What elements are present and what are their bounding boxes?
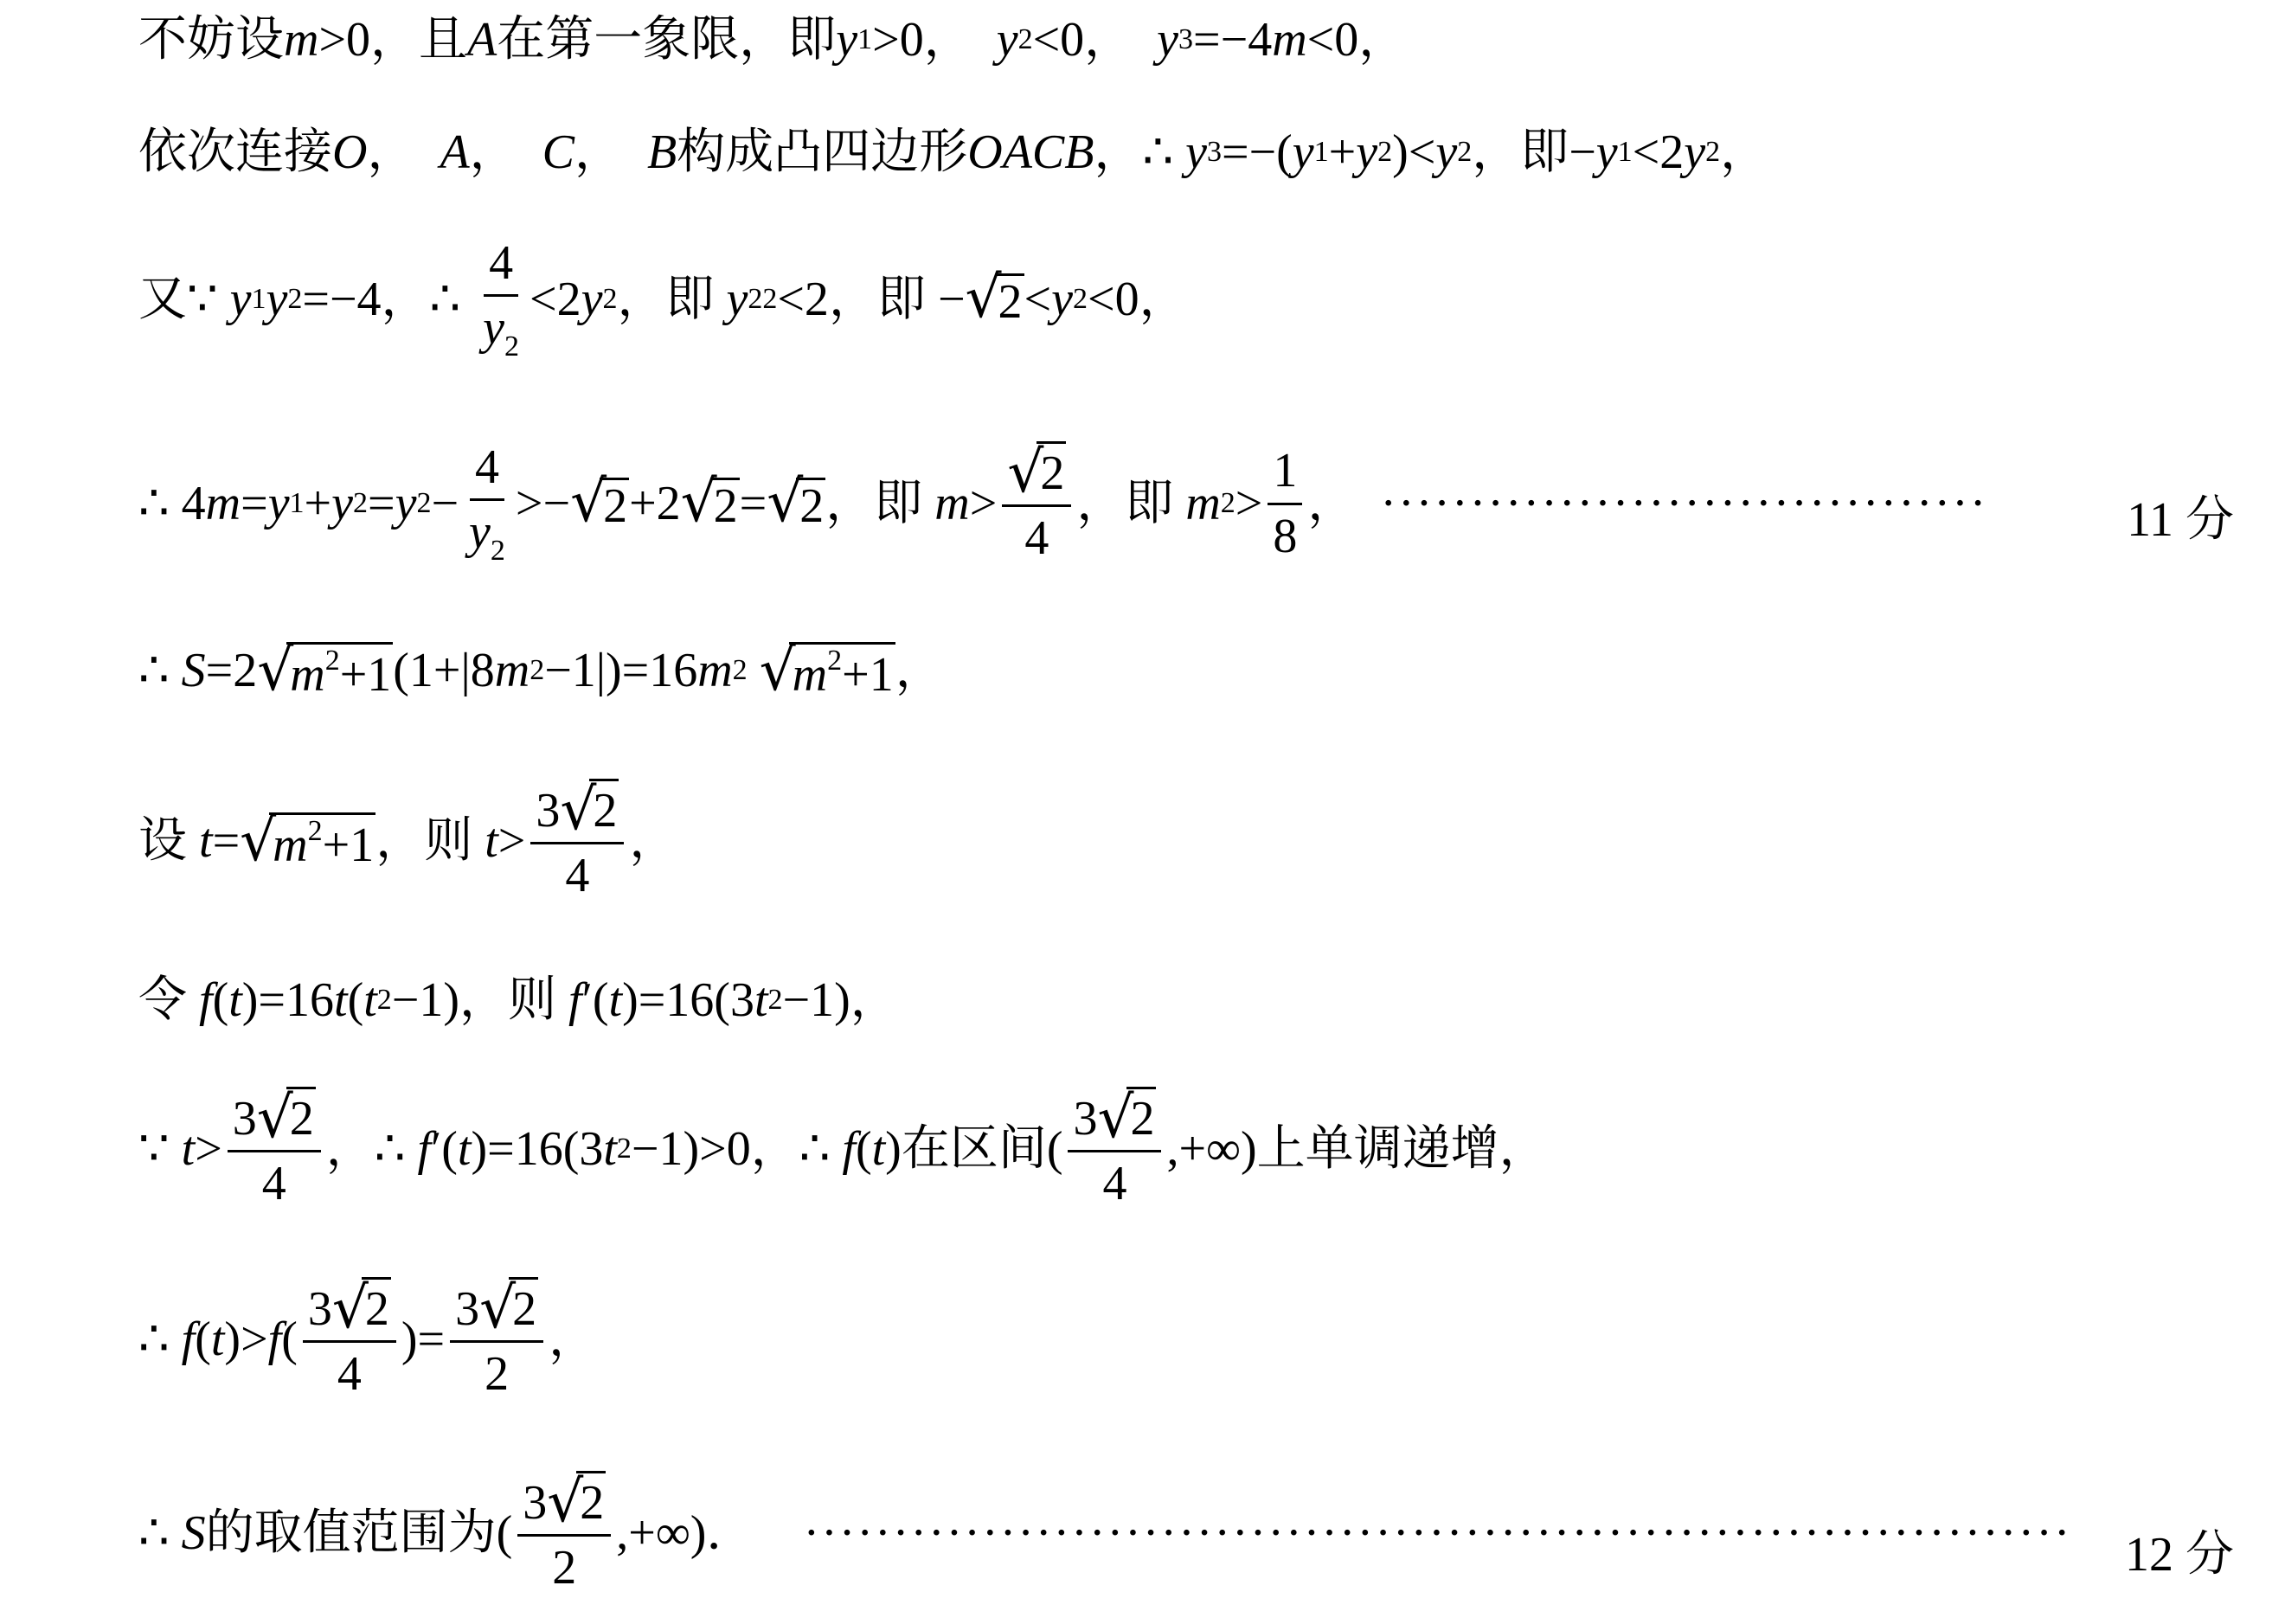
text: ，∴ bbox=[325, 1120, 406, 1178]
text: ， bbox=[850, 972, 899, 1028]
text: ， bbox=[1307, 475, 1357, 532]
text: ∵ bbox=[138, 1120, 170, 1178]
text: ，∴ bbox=[381, 271, 461, 328]
text: 不妨设 bbox=[138, 11, 284, 67]
text: ， bbox=[1139, 271, 1188, 328]
solution-line-3: 又∵ y 1 y 2 =−4 ，∴ $\frac{4}{y_2}$ <2 y 2 ，即 y 2 2 <2 ，即 − √ 2 < y 2 <0 ， bbox=[138, 236, 1188, 363]
text: ，∴ bbox=[1094, 124, 1174, 180]
text: 依次连接 bbox=[138, 124, 332, 180]
text: ， bbox=[1084, 11, 1133, 67]
text: 令 bbox=[138, 972, 187, 1028]
text: ， bbox=[469, 124, 518, 180]
text: ， bbox=[574, 124, 624, 180]
solution-line-10: ∴ S 的取值范围为 ( 3 √ 2 2 ,+∞) ． ······································································· bbox=[138, 1468, 2072, 1595]
solution-line-8: ∵ t > 3 √ 2 4 ，∴ f ′( t )=16(3 t 2 −1)>0 ，∴ f ( t ) 在区间 ( 3 √ 2 4 ,+∞) 上单调递增， bbox=[138, 1084, 1548, 1211]
text: ，即 bbox=[825, 475, 923, 532]
score-12: 12 分 bbox=[2125, 1528, 2234, 1582]
text: ∴ bbox=[138, 1505, 170, 1562]
solution-line-4: ∴ 4 m = y 1 + y 2 = y 2 − $\frac{4}{y_2}$ >− √ 2 +2 √ 2 = √ 2 ，即 m > √ 2 4 ，即 m 2 > $\frac{1}{8}$ ， ·································· bbox=[138, 439, 1988, 568]
score-11: 11 分 bbox=[2127, 493, 2234, 547]
text: ∴ bbox=[138, 475, 170, 532]
text: ，即 bbox=[1076, 475, 1174, 532]
leader-dots: ······································································· bbox=[803, 1506, 2072, 1561]
text: ∴ bbox=[138, 642, 170, 698]
text: ，即 bbox=[828, 271, 926, 328]
text: ， bbox=[923, 11, 972, 67]
text: 构成凸四边形 bbox=[677, 124, 968, 180]
text: 的取值范围为 bbox=[205, 1505, 497, 1562]
text: ，则 bbox=[375, 812, 473, 870]
text: ． bbox=[706, 1505, 755, 1562]
text: ， bbox=[1720, 124, 1769, 180]
text: ， bbox=[1358, 11, 1408, 67]
text: ，且 bbox=[370, 11, 468, 67]
text: ， bbox=[549, 1311, 598, 1368]
text: 又∵ bbox=[138, 271, 218, 328]
text: 在第一象限，即 bbox=[497, 11, 837, 67]
solution-line-1: 不妨设 m > 0 ，且 A 在第一象限，即 y 1 > 0 ， y 2 < 0 ， y 3 = −4 m < 0 ， bbox=[138, 11, 1408, 67]
solution-line-6: 设 t = √ $m^2+1$ ，则 t > 3 √ 2 4 ， bbox=[138, 776, 678, 903]
solution-line-7: 令 f ( t )=16 t ( t 2 −1) ，则 f ′( t )=16(3 t 2 −1) ， bbox=[138, 972, 899, 1028]
solution-line-5: ∴ S =2 √ $m^2+1$ (1+|8 m 2 −1|)=16 m 2 √ $m^2+1$ ， bbox=[138, 637, 944, 703]
text: ， bbox=[895, 642, 944, 698]
text: ，即 bbox=[1472, 124, 1569, 180]
leader-dots: ·································· bbox=[1380, 477, 1988, 531]
text: ， bbox=[367, 124, 416, 180]
text: ，即 bbox=[617, 271, 715, 328]
text: 在区间 bbox=[901, 1120, 1047, 1178]
text: ， bbox=[629, 812, 678, 870]
text: 上单调递增， bbox=[1256, 1120, 1548, 1178]
text: ∴ bbox=[138, 1311, 170, 1368]
text: ，则 bbox=[459, 972, 557, 1028]
text: 设 bbox=[138, 812, 187, 870]
solution-line-2: 依次连接 O ， A ， C ， B 构成凸四边形 OACB ，∴ y 3 =−( y 1 + y 2 )< y 2 ，即 − y 1 <2 y 2 ， bbox=[138, 124, 1769, 180]
text: ，∴ bbox=[750, 1120, 831, 1178]
solution-line-9: ∴ f ( t )> f ( 3 √ 2 4 )= 3 √ 2 2 ， bbox=[138, 1274, 598, 1402]
